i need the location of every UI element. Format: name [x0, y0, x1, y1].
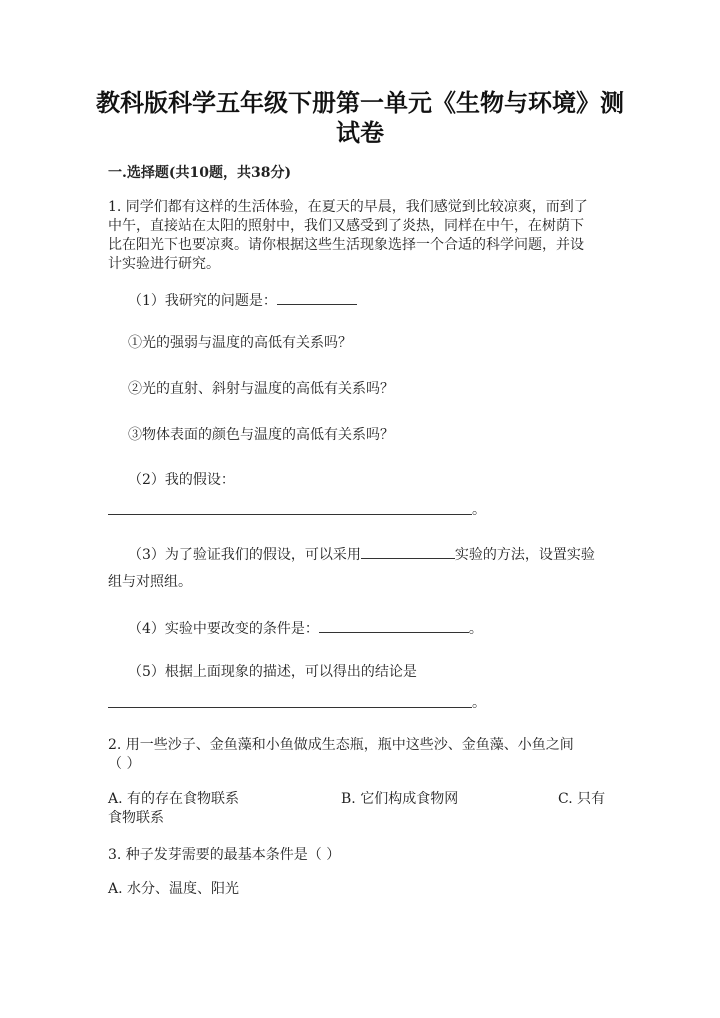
q1-stem-line: 比在阳光下也要凉爽。请你根据这些生活现象选择一个合适的科学问题，并设 — [108, 237, 584, 253]
q2-answer-parens[interactable]: （ ） — [108, 756, 141, 772]
q1-part-4-label: （4）实验中要改变的条件是： — [128, 621, 319, 637]
q1-part-1-label: （1）我研究的问题是： — [128, 293, 277, 309]
q2-stem: 2. 用一些沙子、金鱼藻和小鱼做成生态瓶，瓶中这些沙、金鱼藻、小鱼之间 — [108, 737, 574, 753]
q2-option-b: B. 它们构成食物网 — [341, 791, 459, 807]
q1-part-5-period: 。 — [472, 695, 486, 711]
q1-option-3: ③物体表面的颜色与温度的高低有关系吗？ — [128, 427, 394, 443]
q1-part-1-blank[interactable] — [277, 290, 357, 305]
q1-stem-line: 1. 同学们都有这样的生活体验，在夏天的早晨，我们感觉到比较凉爽，而到了 — [108, 199, 588, 215]
q1-part-1 — [128, 290, 357, 311]
q1-part-3-label-a: （3）为了验证我们的假设，可以采用 — [128, 547, 361, 563]
q2-option-c-continued: 食物联系 — [108, 810, 164, 826]
q1-part-5-label: （5）根据上面现象的描述，可以得出的结论是 — [128, 664, 417, 680]
q1-part-4 — [128, 618, 483, 639]
q1-part-2-answer-line[interactable] — [108, 514, 472, 515]
q1-part-4-blank[interactable] — [319, 618, 469, 633]
q1-stem-line: 中午，直接站在太阳的照射中，我们又感受到了炎热，同样在中午，在树荫下 — [108, 218, 584, 234]
q1-part-4-period: 。 — [468, 621, 483, 637]
q1-part-5-answer-line[interactable] — [108, 707, 472, 708]
section-heading: 一.选择题(共10题，共38分) — [108, 165, 292, 181]
q3-option-a: A. 水分、温度、阳光 — [108, 881, 240, 897]
q1-part-2-label: （2）我的假设： — [128, 472, 235, 488]
q2-option-a: A. 有的存在食物联系 — [108, 791, 240, 807]
q1-option-2: ②光的直射、斜射与温度的高低有关系吗？ — [128, 381, 394, 397]
q1-part-3-blank[interactable] — [361, 544, 455, 559]
page-title-line-1: 教科版科学五年级下册第一单元《生物与环境》测 — [96, 88, 624, 117]
q1-part-3-label-c: 组与对照组。 — [108, 574, 192, 590]
q3-stem: 3. 种子发芽需要的最基本条件是（ ） — [108, 847, 341, 863]
q1-stem-line: 计实验进行研究。 — [108, 256, 220, 272]
page-title-line-2: 试卷 — [336, 118, 384, 147]
q1-part-3 — [128, 544, 595, 565]
q1-option-1: ①光的强弱与温度的高低有关系吗？ — [128, 335, 352, 351]
q2-option-c: C. 只有 — [558, 791, 606, 807]
q1-part-2-period: 。 — [472, 502, 486, 518]
q1-part-3-label-b: 实验的方法，设置实验 — [454, 547, 595, 563]
